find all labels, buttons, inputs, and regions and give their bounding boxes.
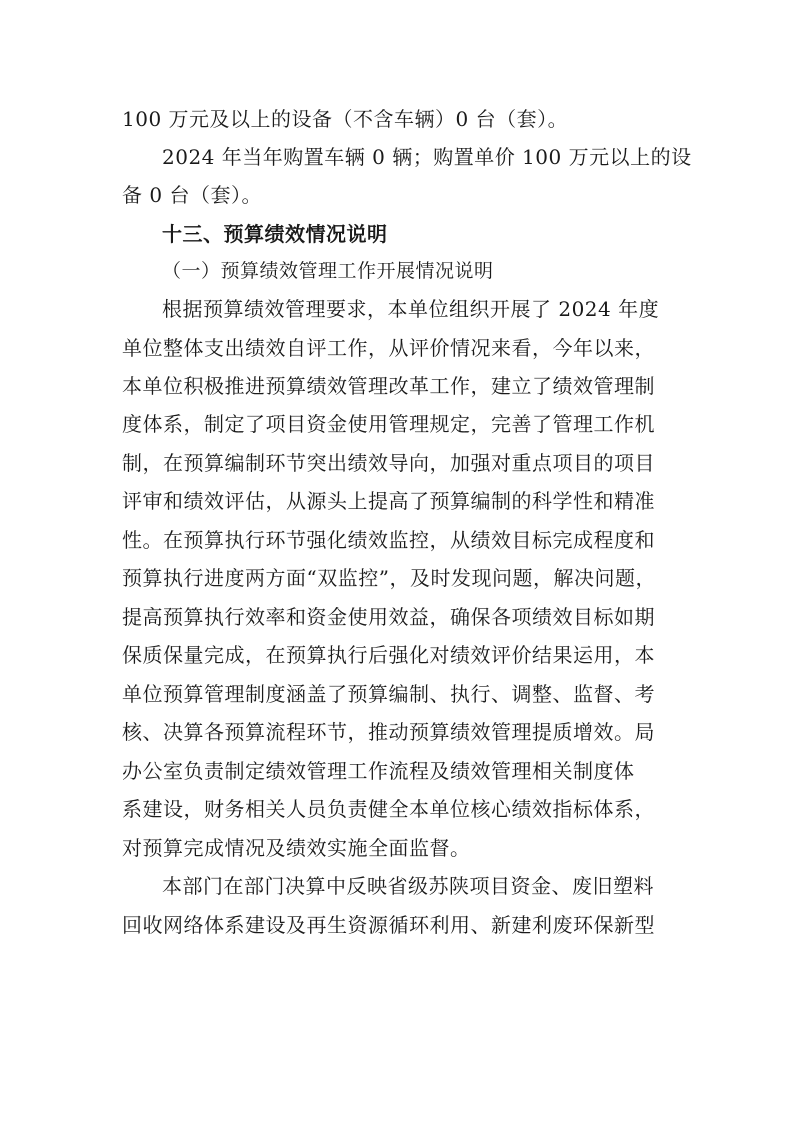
text-line: 度体系，制定了项目资金使用管理规定，完善了管理工作机 [122, 412, 655, 436]
text-line: 评审和绩效评估，从源头上提高了预算编制的科学性和精准 [122, 489, 655, 513]
text-line: 单位整体支出绩效自评工作，从评价情况来看，今年以来， [122, 336, 655, 360]
text-line: 本部门在部门决算中反映省级苏陕项目资金、废旧塑料 [162, 874, 654, 898]
text-line: 备 0 台（套）。 [122, 183, 262, 207]
text-line: 回收网络体系建设及再生资源循环利用、新建利废环保新型 [122, 913, 655, 937]
text-line: 单位预算管理制度涵盖了预算编制、执行、调整、监督、考 [122, 682, 655, 706]
text-line: 对预算完成情况及绩效实施全面监督。 [122, 836, 471, 860]
text-line: 2024 年当年购置车辆 0 辆；购置单价 100 万元以上的设 [162, 145, 692, 169]
text-line: 提高预算执行效率和资金使用效益，确保各项绩效目标如期 [122, 605, 655, 629]
text-line: 保质保量完成，在预算执行后强化对绩效评价结果运用，本 [122, 643, 655, 667]
text-line: 本单位积极推进预算绩效管理改革工作，建立了绩效管理制 [122, 374, 655, 398]
text-line: 系建设，财务相关人员负责健全本单位核心绩效指标体系， [122, 797, 655, 821]
text-line: 预算执行进度两方面“双监控”，及时发现问题，解决问题， [122, 566, 656, 590]
section-heading: 十三、预算绩效情况说明 [162, 222, 388, 246]
text-line: 根据预算绩效管理要求，本单位组织开展了 2024 年度 [162, 297, 660, 321]
text-line: 性。在预算执行环节强化绩效监控，从绩效目标完成程度和 [122, 528, 655, 552]
text-line: 100 万元及以上的设备（不含车辆）0 台（套）。 [122, 107, 569, 131]
text-line: 核、决算各预算流程环节，推动预算绩效管理提质增效。局 [122, 720, 655, 744]
text-line: 办公室负责制定绩效管理工作流程及绩效管理相关制度体 [122, 759, 635, 783]
subsection-heading: （一）预算绩效管理工作开展情况说明 [162, 260, 494, 282]
text-line: 制，在预算编制环节突出绩效导向，加强对重点项目的项目 [122, 451, 655, 475]
